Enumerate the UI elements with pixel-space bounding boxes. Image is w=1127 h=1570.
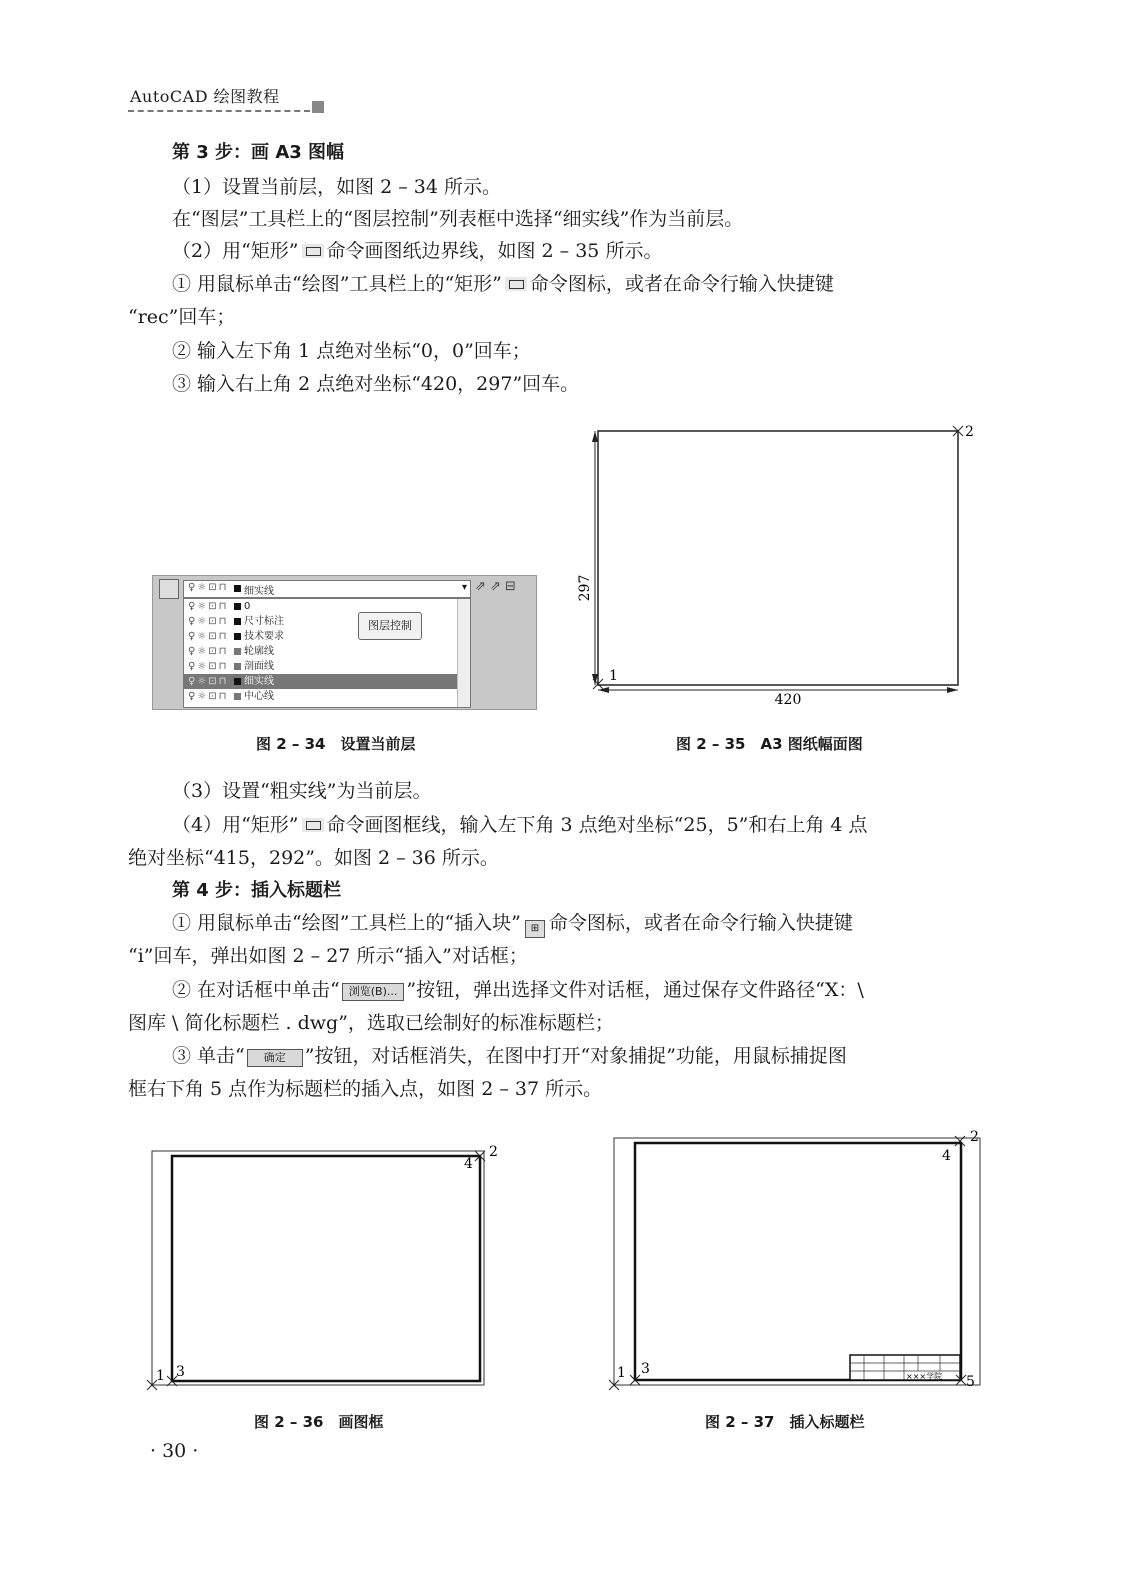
arrow (947, 687, 958, 693)
paragraph: 框右下角 5 点作为标题栏的插入点，如图 2 – 37 所示。 (128, 1078, 603, 1100)
point-label: 1 (156, 1368, 165, 1384)
arrow (598, 687, 609, 693)
layer-name: 剖面线 (244, 661, 274, 672)
ok-button: 确定 (247, 1049, 303, 1067)
point-label: 2 (965, 424, 974, 440)
layer-state-icons: ♀☼⊡⊓ (188, 646, 229, 657)
figure-caption: 图 2 – 34 设置当前层 (256, 735, 416, 753)
paragraph: “i”回车，弹出如图 2 – 27 所示“插入”对话框； (128, 945, 528, 967)
sheet-border (598, 431, 958, 685)
color-swatch (234, 693, 241, 700)
layer-manager-icon[interactable] (159, 579, 179, 599)
text: 命令图标，或者在命令行输入快捷键 (529, 273, 834, 295)
rectangle-icon (302, 818, 324, 832)
point-label: 1 (609, 668, 618, 684)
point-label: 5 (966, 1374, 975, 1390)
text: ① 用鼠标单击“绘图”工具栏上的“插入块” (172, 912, 521, 934)
point-label: 1 (617, 1365, 626, 1381)
text: ③ 单击“ (172, 1045, 245, 1067)
text: ② 在对话框中单击“ (172, 979, 340, 1001)
layer-control-dropdown[interactable] (183, 580, 471, 598)
page-number: · 30 · (150, 1440, 199, 1462)
current-layer-label: 细实线 (244, 586, 274, 597)
text: ① 用鼠标单击“绘图”工具栏上的“矩形” (172, 273, 502, 295)
list-item[interactable] (184, 689, 470, 704)
text: 命令画图纸边界线，如图 2 – 35 所示。 (326, 240, 663, 262)
layer-name: 细实线 (244, 676, 274, 687)
paragraph: 在“图层”工具栏上的“图层控制”列表框中选择“细实线”作为当前层。 (172, 208, 744, 230)
list-item[interactable] (184, 644, 470, 659)
layer-name: 尺寸标注 (244, 616, 284, 627)
running-header: AutoCAD 绘图教程 (130, 87, 280, 106)
list-item-selected[interactable] (184, 674, 470, 689)
paragraph (172, 238, 662, 264)
point-label: 2 (489, 1144, 498, 1160)
scrollbar[interactable] (457, 599, 470, 707)
list-item[interactable] (184, 629, 470, 644)
color-swatch (234, 603, 241, 610)
layer-name: 轮廓线 (244, 646, 274, 657)
chevron-down-icon[interactable]: ▾ (461, 582, 467, 593)
text: ”按钮，弹出选择文件对话框，通过保存文件路径“X：\ (406, 979, 864, 1001)
layer-state-icons: ♀☼⊡⊓ (188, 661, 229, 672)
layer-state-icons: ♀☼⊡⊓ (188, 616, 229, 627)
step3-heading: 第 3 步：画 A3 图幅 (172, 142, 345, 163)
text: （4）用“矩形” (172, 814, 299, 836)
paragraph (172, 812, 868, 838)
layer-name: 中心线 (244, 691, 274, 702)
paragraph: （3）设置“粗实线”为当前层。 (172, 780, 432, 802)
paragraph: 绝对坐标“415，292”。如图 2 – 36 所示。 (128, 847, 499, 869)
color-swatch (234, 618, 241, 625)
title-block-text: ×××学院 (906, 1372, 943, 1381)
point-label: 2 (970, 1129, 979, 1145)
paragraph: ② 输入左下角 1 点绝对坐标“0，0”回车； (172, 340, 531, 362)
rectangle-icon (302, 244, 324, 258)
text: （2）用“矩形” (172, 240, 299, 262)
paragraph: “rec”回车； (128, 306, 236, 328)
paragraph: ③ 输入右上角 2 点绝对坐标“420，297”回车。 (172, 373, 580, 395)
title-block (850, 1355, 960, 1381)
insert-block-icon: ⊞ (525, 920, 545, 938)
layer-state-icons: ♀☼⊡⊓ (188, 691, 229, 702)
color-swatch (234, 678, 241, 685)
text: 命令画图框线，输入左下角 3 点绝对坐标“25，5”和右上角 4 点 (326, 814, 868, 836)
sheet-border (614, 1138, 980, 1385)
layer-state-icons: ♀☼⊡⊓ (188, 631, 229, 642)
point-label: 3 (641, 1361, 650, 1377)
tooltip: 图层控制 (358, 612, 422, 640)
layer-tool-icons[interactable]: ⇗ ⇗ ⊟ (475, 579, 516, 594)
figure-drawing-frame (140, 1140, 510, 1395)
drawing-frame (635, 1143, 961, 1380)
browse-button: 浏览(B)... (342, 983, 405, 1001)
figure-caption: 图 2 – 36 画图框 (254, 1413, 384, 1431)
color-swatch (234, 585, 241, 592)
sheet-border (152, 1151, 484, 1385)
point-label: 4 (942, 1148, 951, 1164)
layer-state-icons: ♀☼⊡⊓ (188, 601, 229, 612)
paragraph: （1）设置当前层，如图 2 – 34 所示。 (172, 176, 502, 198)
paragraph (172, 271, 834, 297)
color-swatch (234, 663, 241, 670)
list-item[interactable] (184, 659, 470, 674)
point-label: 3 (176, 1364, 185, 1380)
layer-name: 技术要求 (244, 631, 284, 642)
paragraph (172, 910, 853, 938)
figure-caption: 图 2 – 35 A3 图纸幅面图 (676, 735, 863, 753)
paragraph: 图库 \ 简化标题栏 . dwg”，选取已绘制好的标准标题栏； (128, 1012, 614, 1034)
list-item[interactable] (184, 599, 470, 614)
layer-control-panel (152, 575, 537, 710)
list-item[interactable] (184, 614, 470, 629)
layer-state-icons: ♀☼⊡⊓ (188, 676, 229, 687)
text: ”按钮，对话框消失，在图中打开“对象捕捉”功能，用鼠标捕捉图 (304, 1045, 847, 1067)
paragraph (172, 977, 864, 1003)
figure-caption: 图 2 – 37 插入标题栏 (705, 1413, 865, 1431)
point-label: 4 (464, 1156, 473, 1172)
drawing-frame (172, 1156, 480, 1381)
dim-label-vertical: 297 (577, 574, 593, 602)
layer-name: 0 (244, 601, 251, 612)
color-swatch (234, 633, 241, 640)
figure-title-block (600, 1125, 985, 1395)
header-marker (312, 101, 324, 113)
arrow (592, 431, 598, 442)
figure-a3-sheet (577, 420, 985, 710)
color-swatch (234, 648, 241, 655)
layer-state-icons: ♀☼⊡⊓ (188, 582, 229, 593)
dim-label-horizontal: 420 (774, 692, 802, 708)
text: 命令图标，或者在命令行输入快捷键 (548, 912, 853, 934)
rectangle-icon (505, 277, 527, 291)
step4-heading: 第 4 步：插入标题栏 (172, 880, 342, 901)
paragraph (172, 1043, 847, 1069)
layer-list[interactable] (183, 598, 471, 708)
header-rule (128, 110, 310, 112)
